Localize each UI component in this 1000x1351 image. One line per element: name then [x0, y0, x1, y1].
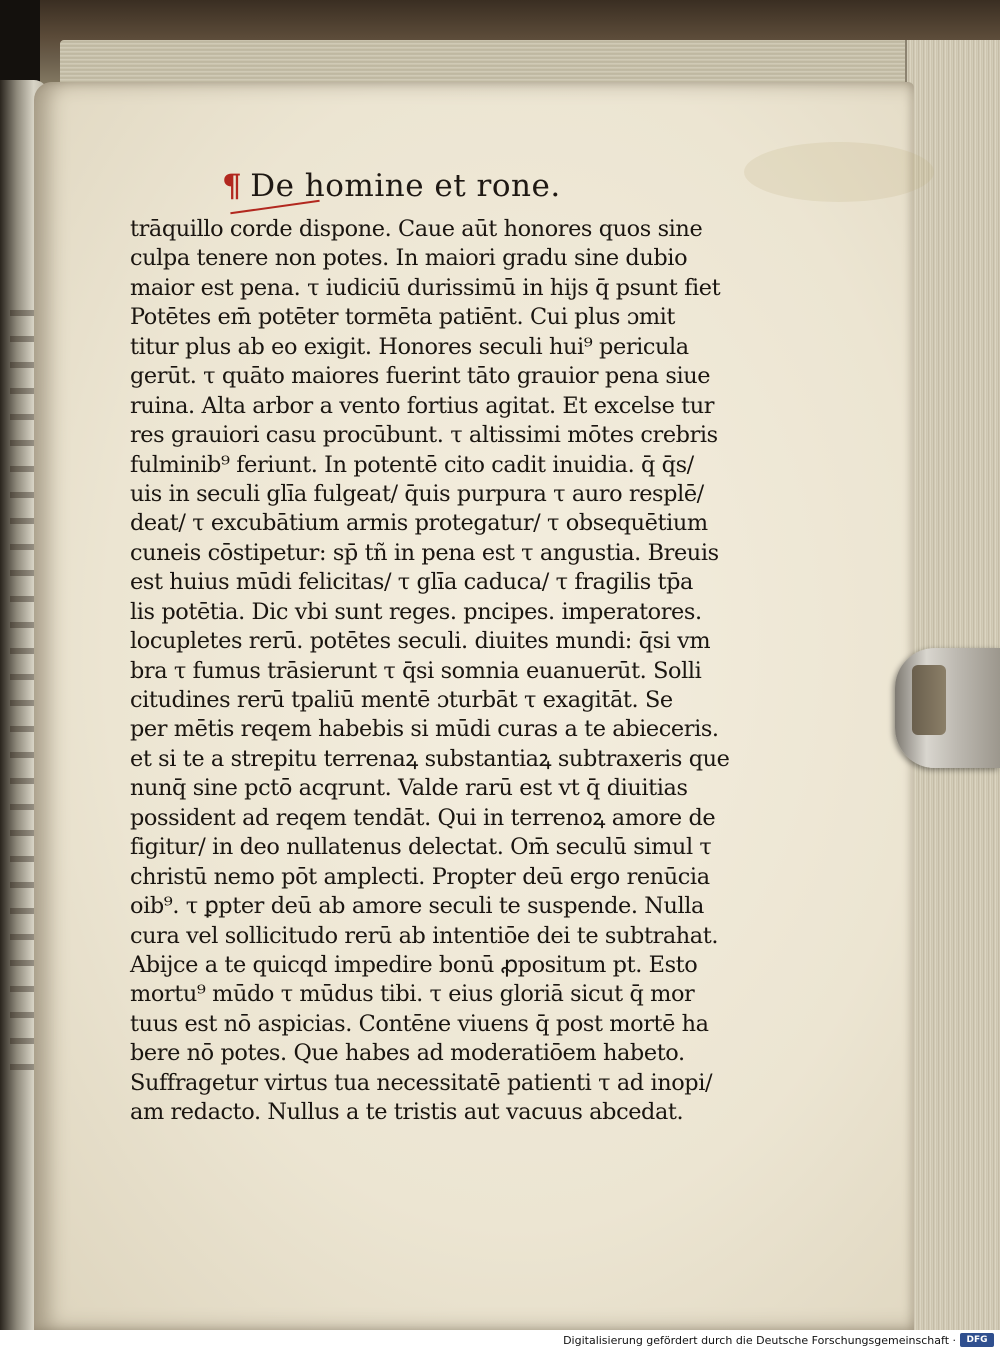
text-line: figitur/ in deo nullatenus delectat. Om̄ seculū simul τ — [130, 834, 712, 861]
text-line: bere nō potes. Que habes ad moderatiōem habeto. — [130, 1040, 685, 1067]
body-text — [130, 215, 770, 1128]
chapter-heading — [222, 165, 722, 215]
text-line: uis in seculi glīa fulgeat/ q̄uis purpura τ auro resplē/ — [130, 480, 704, 507]
chapter-heading-text: De homine et rone. — [250, 168, 561, 204]
text-line: cuneis cōstipetur: sp̄ tñ in pena est τ angustia. Breuis — [130, 539, 719, 566]
text-line: fulminib⁹ feriunt. In potentē cito cadit inuidia. q̄ q̄s/ — [130, 451, 694, 478]
text-line: oib⁹. τ ꝑpter deū ab amore seculi te suspende. Nulla — [130, 893, 704, 920]
text-line: bra τ fumus trāsierunt τ q̄si somnia euanuerūt. Solli — [130, 657, 702, 684]
text-line: deat/ τ excubātium armis protegatur/ τ obsequētium — [130, 510, 708, 537]
digitization-credit: Digitalisierung gefördert durch die Deutsche Forschungsgemeinschaft · — [563, 1334, 956, 1347]
text-line: lis potētia. Dic vbi sunt reges. pncipes. imperatores. — [130, 598, 702, 625]
text-line: tuus est nō aspicias. Contēne viuens q̄ post mortē ha — [130, 1010, 709, 1037]
text-line: maior est pena. τ iudiciū durissimū in hijs q̄ psunt fiet — [130, 274, 721, 301]
text-line: culpa tenere non potes. In maiori gradu sine dubio — [130, 245, 688, 272]
text-line: et si te a strepitu terrenaꝝ substantiaꝝ subtraxeris que — [130, 745, 730, 772]
text-line: Abijce a te quicqd impedire bonū ꝓpositum pt. Esto — [130, 951, 698, 978]
text-line: Suffragetur virtus tua necessitatē patienti τ ad inopi/ — [130, 1069, 713, 1096]
text-line: mortu⁹ mūdo τ mūdus tibi. τ eius gloriā sicut q̄ mor — [130, 981, 695, 1008]
text-line: per mētis reqem habebis si mūdi curas a te abieceris. — [130, 716, 719, 743]
text-line: ruina. Alta arbor a vento fortius agitat. Et excelse tur — [130, 392, 715, 419]
text-line: trāquillo corde dispone. Caue aūt honores quos sine — [130, 216, 703, 242]
text-line: est huius mūdi felicitas/ τ glīa caduca/ τ fragilis tp̄a — [130, 569, 693, 596]
text-line: gerūt. τ quāto maiores fuerint tāto grauior pena siue — [130, 363, 711, 390]
text-line: am redacto. Nullus a te tristis aut vacuus abcedat. — [130, 1099, 684, 1126]
text-line: Potētes em̄ potēter tormēta patiēnt. Cui plus ɔmit — [130, 304, 676, 331]
text-line: cura vel sollicitudo rerū ab intentiōe dei te subtrahat. — [130, 922, 719, 949]
text-line: res grauiori casu procūbunt. τ altissimi mōtes crebris — [130, 422, 718, 449]
text-line: titur plus ab eo exigit. Honores seculi hui⁹ pericula — [130, 333, 689, 360]
page-stain — [744, 142, 934, 202]
text-line: possident ad reqem tendāt. Qui in terrenoꝝ amore de — [130, 804, 716, 831]
text-line: citudines rerū tpaliū mentē ɔturbāt τ exagitāt. Se — [130, 687, 673, 713]
paragraph-mark: ¶ — [222, 168, 243, 204]
page-clip-inner — [912, 665, 946, 735]
dfg-logo: DFG — [960, 1333, 994, 1347]
text-line: christū nemo pōt amplecti. Propter deū ergo renūcia — [130, 863, 710, 890]
page-clip — [895, 648, 1000, 768]
text-line: locupletes rerū. potētes seculi. diuites mundi: q̄si vm — [130, 628, 711, 655]
text-line: nunq̄ sine pctō acqrunt. Valde rarū est vt q̄ diuitias — [130, 775, 688, 802]
